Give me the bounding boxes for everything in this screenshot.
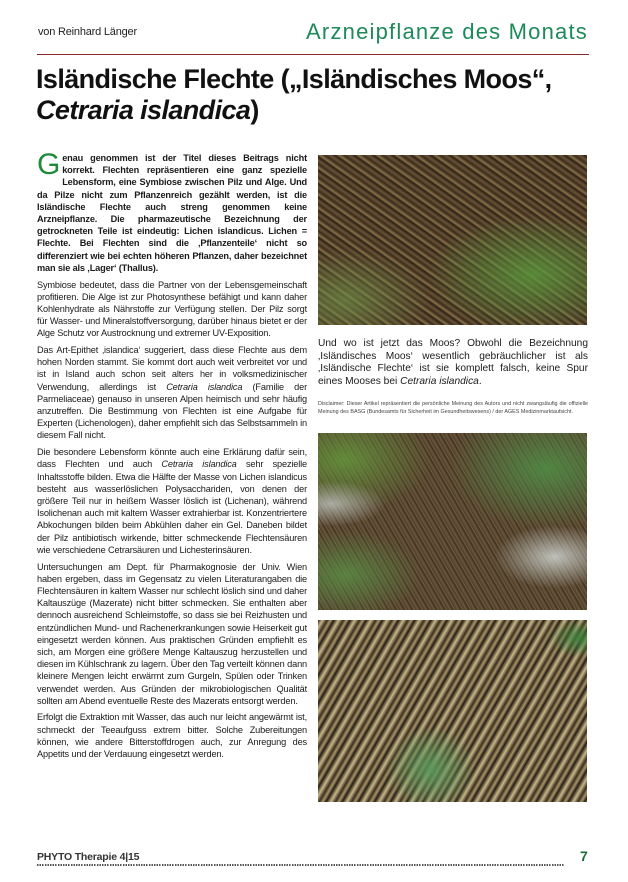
journal-issue: PHYTO Therapie 4|15 <box>37 851 140 863</box>
drop-cap: G <box>37 148 61 181</box>
lichen-photo-1 <box>318 155 587 325</box>
section-title: Arzneipflanze des Monats <box>306 19 588 44</box>
left-column <box>37 148 307 765</box>
caption-text: Und wo ist jetzt das Moos? Obwohl die Bezeichnung ‚Isländisches Moos‘ wesentlich gebräuchlicher ist als ‚Isländische Flechte‘ ist sie komplett falsch, keine Spur eines Mooses bei <box>318 338 588 387</box>
lead-paragraph <box>37 148 307 274</box>
disclaimer: Disclaimer: Dieser Artikel repräsentiert die persönliche Meinung des Autors und nicht zwangsläufig die offizielle Meinung des BASG (Bundesamts für Sicherheit im Gesundheitswesens) / der AGES Medizinmarktaufsicht. <box>318 401 588 415</box>
lichen-photo-2 <box>318 433 587 610</box>
title-species: Cetraria islandica <box>36 95 251 125</box>
body-paragraph: Symbiose bedeutet, dass die Partner von der Lebensgemeinschaft profitieren. Die Alge ist zur Photosynthese befähigt und kann daher Kohlenhydrate als Nährstoffe zur Verfügung stellen. Der Pilz sorgt für Wasser- und Mineralstoffversorgung, darüber hinaus bietet er der Alge Schutz vor Austrocknung und extremer UV-Exposition. <box>37 279 307 339</box>
lichen-photo-3 <box>318 620 587 802</box>
paragraph-text: (Familie der Parmeliaceae) genauso in unseren Alpen heimisch und sehr häufig anzutreffen. Die Bestimmung von Flechten ist eine Aufgabe für Experten (Lichenologen), daher empfiehlt sich das Selbstsammeln in diesem Fall nicht. <box>37 381 307 441</box>
body-paragraph: Untersuchungen am Dept. für Pharmakognosie der Univ. Wien haben ergeben, dass im Gegensatz zu vielen Literaturangaben die Flechtensäuren in kaltem Wasser nur schlecht löslich sind und daher Kaltauszüge (Mazerate) nicht bitter schmecken. Sie enthalten aber dennoch ausreichend Schleimstoffe, so dass sie bei Reizhusten und entzündlichen Mund- und Rachenerkrankungen sowie Heiserkeit gut eingesetzt werden können. Aus praktischen Gründen empfiehlt es sich, am Morgen eine größere Menge Kaltauszug herzustellen und diesen im Kühlschrank zu lagern. Über den Tag verteilt können dann kleinere Mengen leicht erwärmt zum Gurgeln, Spülen oder Trinken verwendet werden. Aus Gründen der mikrobiologischen Qualität sollten am Abend eventuelle Reste des Mazerats entsorgt werden. <box>37 561 307 706</box>
lead-text: enau genommen ist der Titel dieses Beitrags nicht korrekt. Flechten repräsentieren eine ganz spezielle Lebensform, eine Symbiose zwischen Pilz und Alge. Und da Pilze nicht zum Pflanzenreich gezählt werden, ist die Isländische Flechte auch streng genommen keine Arzneipflanze. Die pharmazeutische Bezeichnung der getrockneten Teile ist eindeutig: Lichen islandicus. Lichen = Flechte. Bei Flechten sind die ‚Pflanzenteile‘ nicht so differenziert wie bei echten höheren Pflanzen, daher bezeichnet man sie als ‚Lager‘ (Thallus). <box>37 153 307 273</box>
body-paragraph: Erfolgt die Extraktion mit Wasser, das auch nur leicht angewärmt ist, schmeckt der Teeaufguss extrem bitter. Solche Zubereitungen können, wie andere Bitterstoffdrogen auch, zur Anregung des Appetits und der Verdauung eingesetzt werden. <box>37 712 307 760</box>
body-paragraph <box>37 344 307 442</box>
photo-caption <box>318 338 588 388</box>
body-paragraph <box>37 446 307 556</box>
paragraph-text: Die besondere Lebensform könnte auch eine Erklärung dafür sein, dass Flechten und auch <box>37 447 307 470</box>
paragraph-text: sehr spezielle Inhaltsstoffe bilden. Etwa die Hälfte der Masse von Lichen islandicus besteht aus wasserlöslichen Polysacchariden, von denen der größere Teil nur in heißem Wasser löslich ist (Lichenan), während Isolichenan auch mit kaltem Wasser extrahierbar ist. Konzentriertere Abkochungen bilden beim Abkühlen daher ein Gel. Daneben bildet der Pilz antibiotisch wirkende, bitter schmeckende Flechtensäuren wie verschiedene Cetrarsäuren und Lichesterinsäuren. <box>37 459 307 555</box>
footer-dotted-rule <box>37 864 565 866</box>
species-name: Cetraria islandica <box>166 381 243 392</box>
article-title <box>36 64 596 126</box>
paragraph-text: Das Art-Epithet ‚islandica‘ suggeriert, dass diese Flechte aus dem hohen Norden stammt. Sie kommt dort auch weit verbreitet vor und ist in Island auch schon seit alters her in volksmedizinischer Verwendung, allerdings ist <box>37 345 307 392</box>
species-name: Cetraria islandica <box>400 375 479 387</box>
author-byline: von Reinhard Länger <box>38 26 137 38</box>
page-number: 7 <box>580 848 588 864</box>
caption-end: . <box>478 375 482 387</box>
species-name: Cetraria islandica <box>161 459 237 470</box>
title-close: ) <box>250 95 259 125</box>
header-rule <box>37 54 589 55</box>
title-text: Isländische Flechte („Isländisches Moos“, <box>36 64 552 94</box>
